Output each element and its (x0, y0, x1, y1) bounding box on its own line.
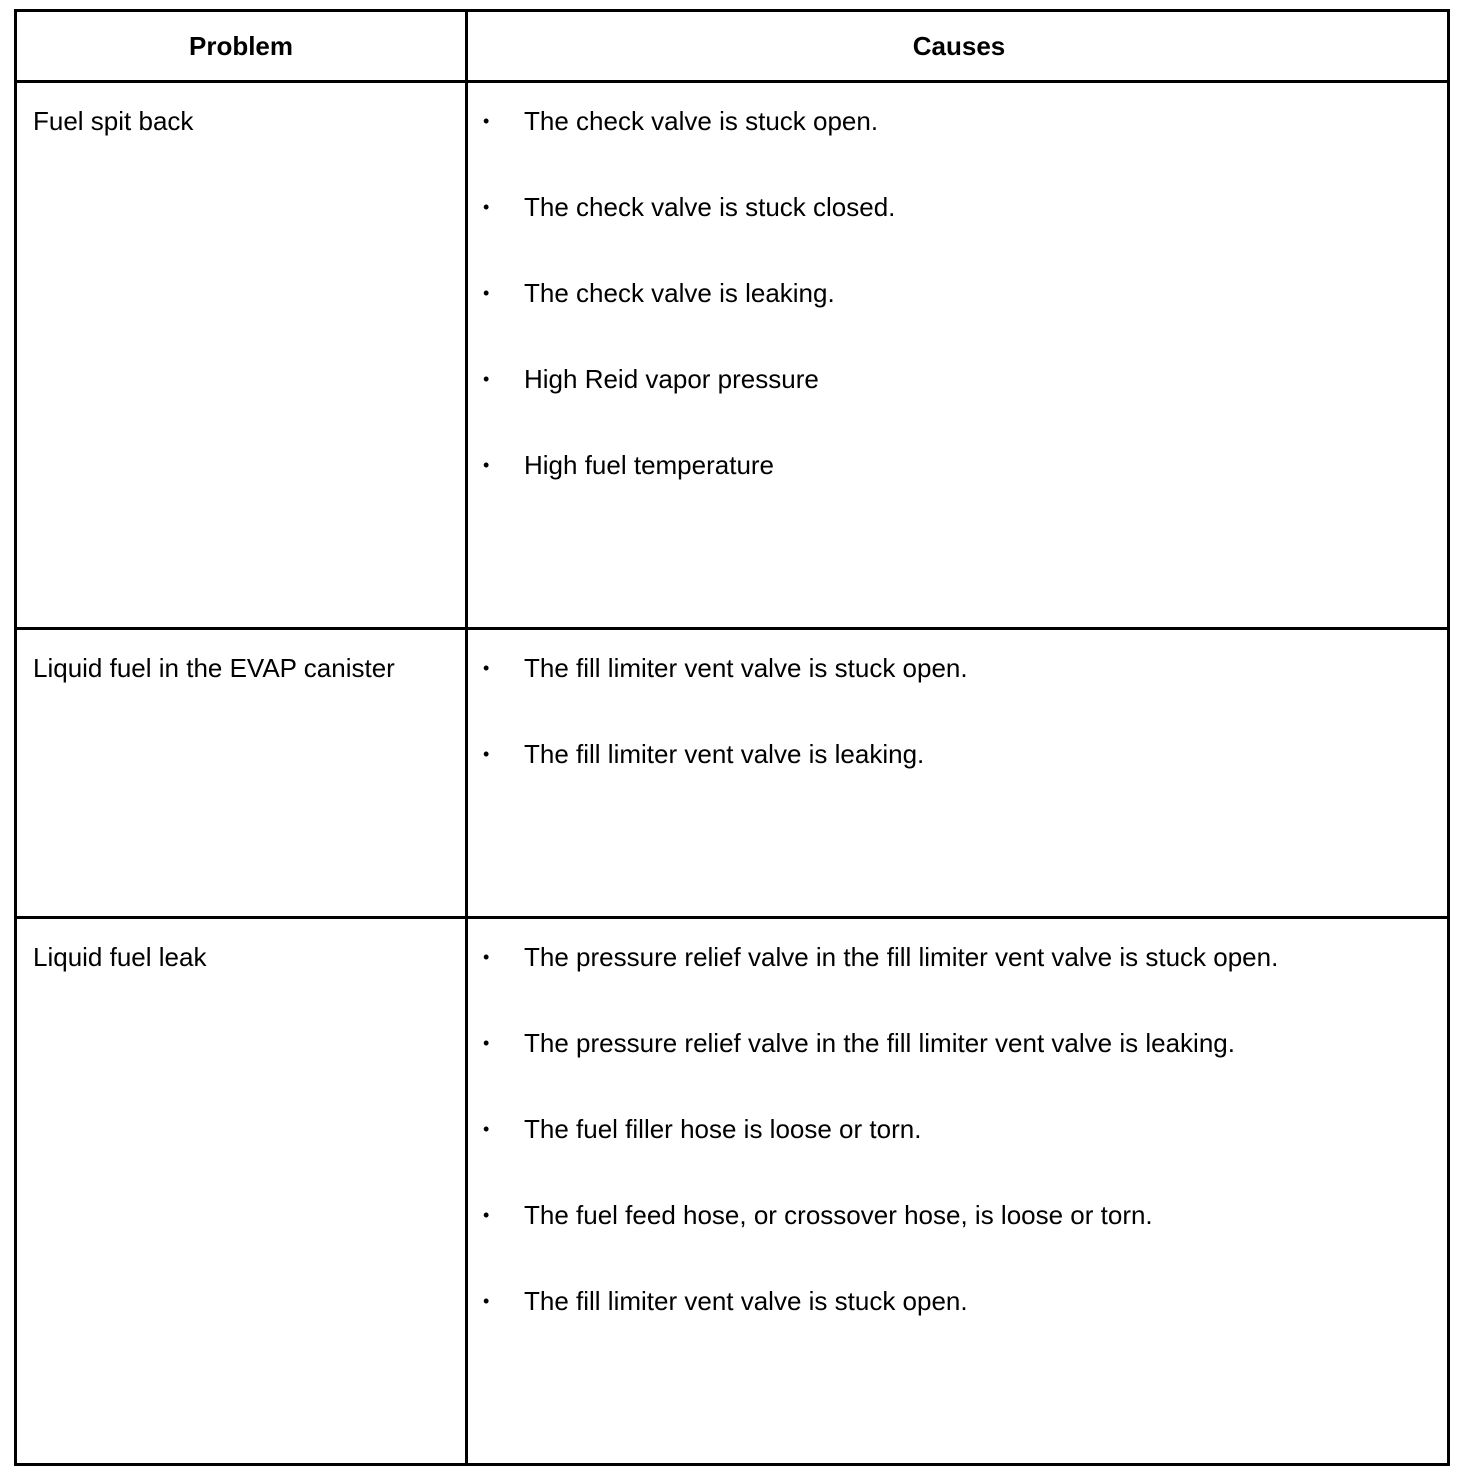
bullet-icon: • (483, 283, 490, 303)
bullet-icon: • (483, 455, 490, 475)
row-divider (17, 627, 1447, 630)
header-problem: Problem (188, 31, 294, 61)
row-1-causes (483, 99, 1433, 529)
cause-text: The check valve is stuck closed. (524, 192, 896, 222)
cause-text: The fill limiter vent valve is stuck open. (524, 1286, 968, 1316)
cause-item (483, 646, 1433, 732)
bullet-icon: • (483, 1119, 490, 1139)
cause-text: The fill limiter vent valve is stuck open. (524, 653, 968, 683)
bullet-icon: • (483, 369, 490, 389)
cause-item (483, 357, 1433, 443)
bullet-icon: • (483, 1291, 490, 1311)
cause-item (483, 1107, 1433, 1193)
cause-text: The fill limiter vent valve is leaking. (524, 739, 925, 769)
bullet-icon: • (483, 658, 490, 678)
bullet-icon: • (483, 197, 490, 217)
bullet-icon: • (483, 1033, 490, 1053)
cause-text: The fuel filler hose is loose or torn. (524, 1114, 922, 1144)
row-3-problem: Liquid fuel leak (33, 942, 207, 972)
header-causes: Causes (912, 31, 1006, 61)
cause-item (483, 935, 1433, 1021)
bullet-icon: • (483, 1205, 490, 1225)
cause-text: The pressure relief valve in the fill limiter vent valve is stuck open. (524, 942, 1279, 972)
bullet-icon: • (483, 111, 490, 131)
cause-text: High fuel temperature (524, 450, 775, 480)
cause-text: The fuel feed hose, or crossover hose, is loose or torn. (524, 1200, 1153, 1230)
cause-item (483, 732, 1433, 818)
row-3-causes (483, 935, 1433, 1365)
row-1-problem: Fuel spit back (33, 106, 194, 136)
bullet-icon: • (483, 744, 490, 764)
row-divider (17, 916, 1447, 919)
cause-item (483, 443, 1433, 529)
cause-item (483, 1193, 1433, 1279)
problem-causes-table (14, 9, 1450, 1466)
cause-text: The pressure relief valve in the fill limiter vent valve is leaking. (524, 1028, 1235, 1058)
cause-item (483, 185, 1433, 271)
cause-item (483, 271, 1433, 357)
cause-item (483, 1021, 1433, 1107)
cause-item (483, 1279, 1433, 1365)
row-2-problem: Liquid fuel in the EVAP canister (33, 653, 395, 683)
row-2-causes (483, 646, 1433, 818)
header-divider (17, 80, 1447, 83)
bullet-icon: • (483, 947, 490, 967)
cause-text: High Reid vapor pressure (524, 364, 819, 394)
cause-text: The check valve is stuck open. (524, 106, 879, 136)
cause-item (483, 99, 1433, 185)
cause-text: The check valve is leaking. (524, 278, 835, 308)
column-divider (465, 12, 468, 1463)
